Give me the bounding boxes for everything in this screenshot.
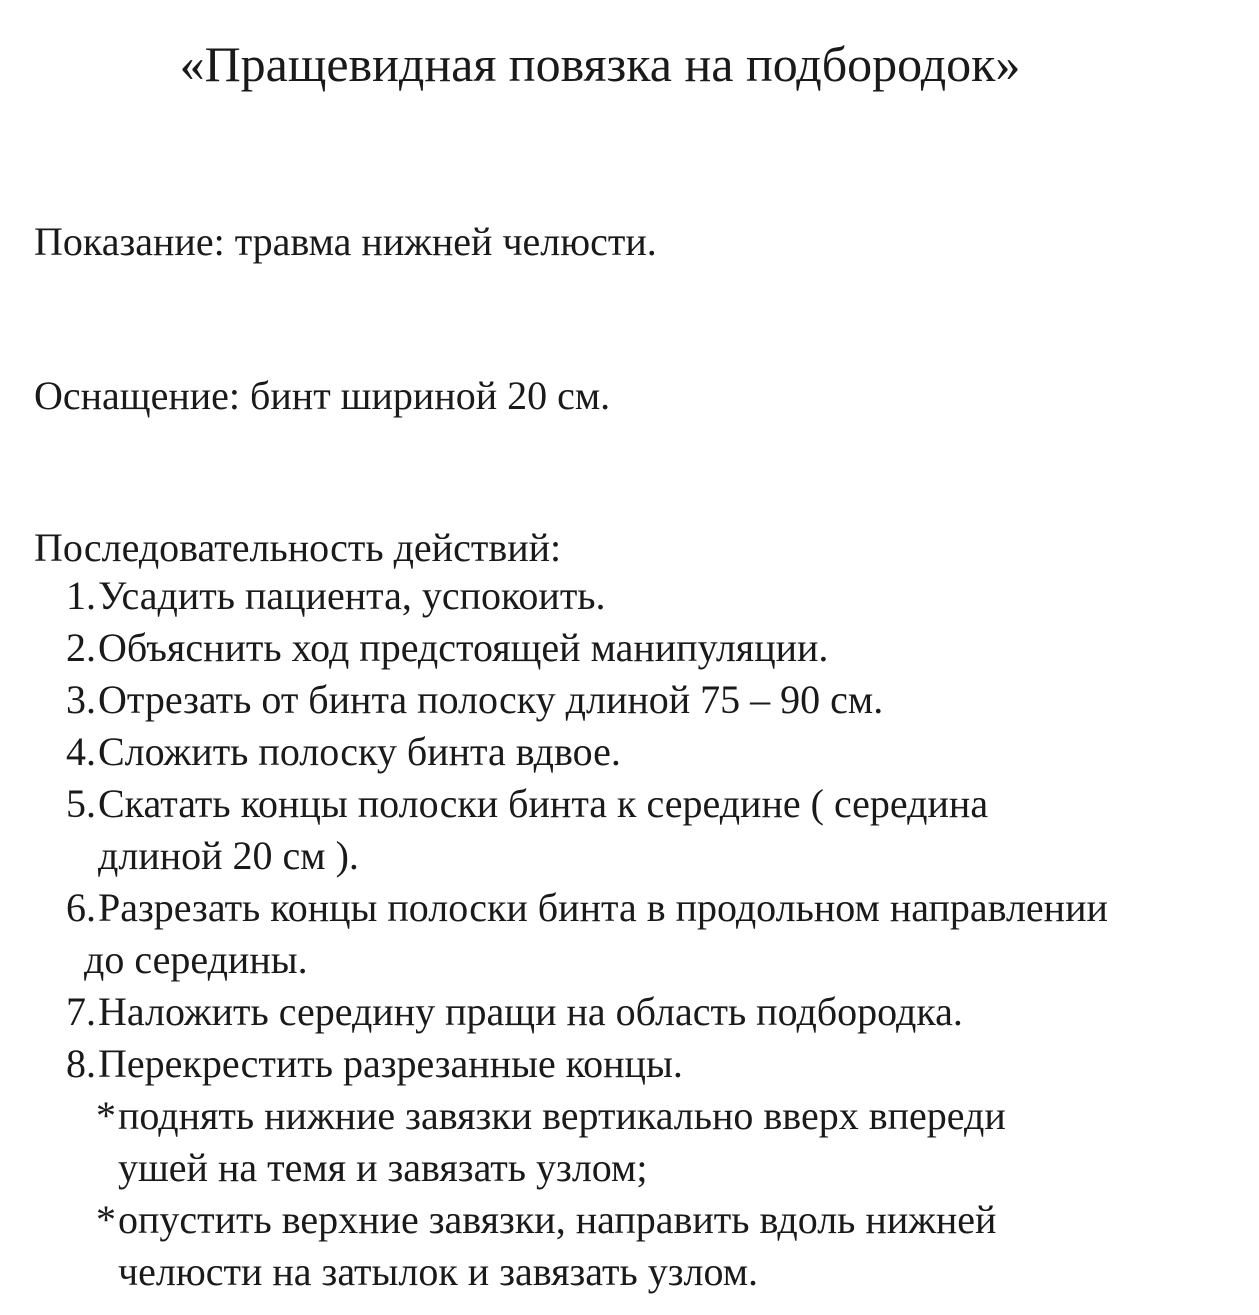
sequence-heading: Последовательность действий: — [34, 525, 562, 570]
indication-text: Показание: травма нижней челюсти. — [34, 219, 657, 264]
step-number: 8. — [66, 1041, 96, 1086]
step-number: 3. — [66, 677, 96, 722]
bullet-asterisk: * — [96, 1093, 116, 1138]
step-text: Наложить середину пращи на область подбородка. — [98, 989, 963, 1034]
step-number: 2. — [66, 625, 96, 670]
substep-text: опустить верхние завязки, направить вдоль нижней — [118, 1197, 997, 1242]
step-item — [0, 882, 1259, 986]
step-item — [0, 726, 1259, 778]
step-number: 1. — [66, 573, 96, 618]
page-title: «Пращевидная повязка на подбородок» — [179, 36, 1021, 92]
step-number: 4. — [66, 729, 96, 774]
substep-item — [96, 1194, 1259, 1298]
step-number: 6. — [66, 885, 96, 930]
step-text: Отрезать от бинта полоску длиной 75 – 90 см. — [98, 677, 884, 722]
substep-text-continuation: ушей на темя и завязать узлом; — [118, 1145, 648, 1190]
step-text: Объяснить ход предстоящей манипуляции. — [98, 625, 829, 670]
substep-item — [96, 1090, 1259, 1194]
bullet-asterisk: * — [96, 1197, 116, 1242]
step-text: Разрезать концы полоски бинта в продольном направлении — [98, 885, 1108, 930]
step-item — [0, 1038, 1259, 1090]
step-item — [0, 778, 1259, 882]
step-text-continuation: длиной 20 см ). — [98, 833, 359, 878]
substep-text: поднять нижние завязки вертикально вверх впереди — [118, 1093, 1006, 1138]
step-text: Сложить полоску бинта вдвое. — [98, 729, 621, 774]
step-item — [0, 570, 1259, 622]
steps-list — [0, 570, 1259, 1298]
step-item — [0, 986, 1259, 1038]
step-text: Скатать концы полоски бинта к середине ( середина — [98, 781, 989, 826]
step-number: 7. — [66, 989, 96, 1034]
step-text-continuation: до середины. — [84, 937, 308, 982]
step-text: Перекрестить разрезанные концы. — [98, 1041, 683, 1086]
step-item — [0, 622, 1259, 674]
equipment-text: Оснащение: бинт шириной 20 см. — [34, 373, 611, 418]
step-item — [0, 674, 1259, 726]
step-text: Усадить пациента, успокоить. — [98, 573, 606, 618]
step-number: 5. — [66, 781, 96, 826]
substep-text-continuation: челюсти на затылок и завязать узлом. — [118, 1249, 759, 1294]
